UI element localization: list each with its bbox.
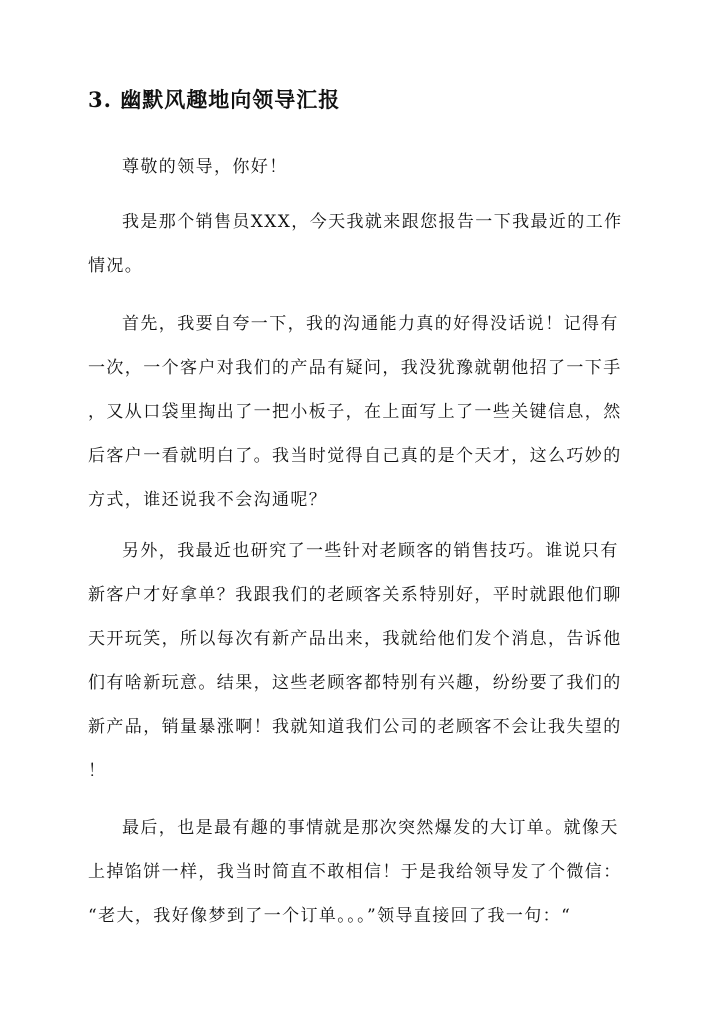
paragraph-line: “老大，我好像梦到了一个订单。。。”领导直接回了我一句：“ <box>88 906 572 926</box>
paragraph-line: 天开玩笑，所以每次有新产品出来，我就给他们发个消息，告诉他 <box>88 629 622 649</box>
greeting-line: 尊敬的领导，你好！ <box>122 157 288 177</box>
paragraph-line: 最后，也是最有趣的事情就是那次突然爆发的大订单。就像天 <box>122 818 619 838</box>
paragraph-line: ！ <box>88 761 107 781</box>
paragraph-line: 方式，谁还说我不会沟通呢？ <box>88 490 328 510</box>
paragraph-line: 新产品，销量暴涨啊！我就知道我们公司的老顾客不会让我失望的 <box>88 717 622 737</box>
paragraph-2 <box>88 302 633 522</box>
paragraph-4 <box>88 806 633 938</box>
paragraph-1 <box>88 200 633 288</box>
paragraph-line: 后客户一看就明白了。我当时觉得自己真的是个天才，这么巧妙的 <box>88 446 622 466</box>
paragraph-line: 上掉馅饼一样，我当时简直不敢相信！于是我给领导发了个微信： <box>88 862 622 882</box>
paragraph-line: 另外，我最近也研究了一些针对老顾客的销售技巧。谁说只有 <box>122 541 619 561</box>
paragraph-line: 新客户才好拿单？我跟我们的老顾客关系特别好，平时就跟他们聊 <box>88 585 622 605</box>
section-heading: 3. 幽默风趣地向领导汇报 <box>88 87 341 112</box>
paragraph-line: 我是那个销售员XXX，今天我就来跟您报告一下我最近的工作 <box>122 212 623 232</box>
paragraph-line: 首先，我要自夸一下，我的沟通能力真的好得没话说！记得有 <box>122 314 619 334</box>
greeting-paragraph <box>88 145 633 189</box>
paragraph-3 <box>88 529 633 793</box>
paragraph-line: 一次，一个客户对我们的产品有疑问，我没犹豫就朝他招了一下手 <box>88 358 622 378</box>
paragraph-line: 情况。 <box>88 256 144 276</box>
paragraph-line: 们有啥新玩意。结果，这些老顾客都特别有兴趣，纷纷要了我们的 <box>88 673 622 693</box>
paragraph-line: ，又从口袋里掏出了一把小板子，在上面写上了一些关键信息，然 <box>88 402 622 422</box>
